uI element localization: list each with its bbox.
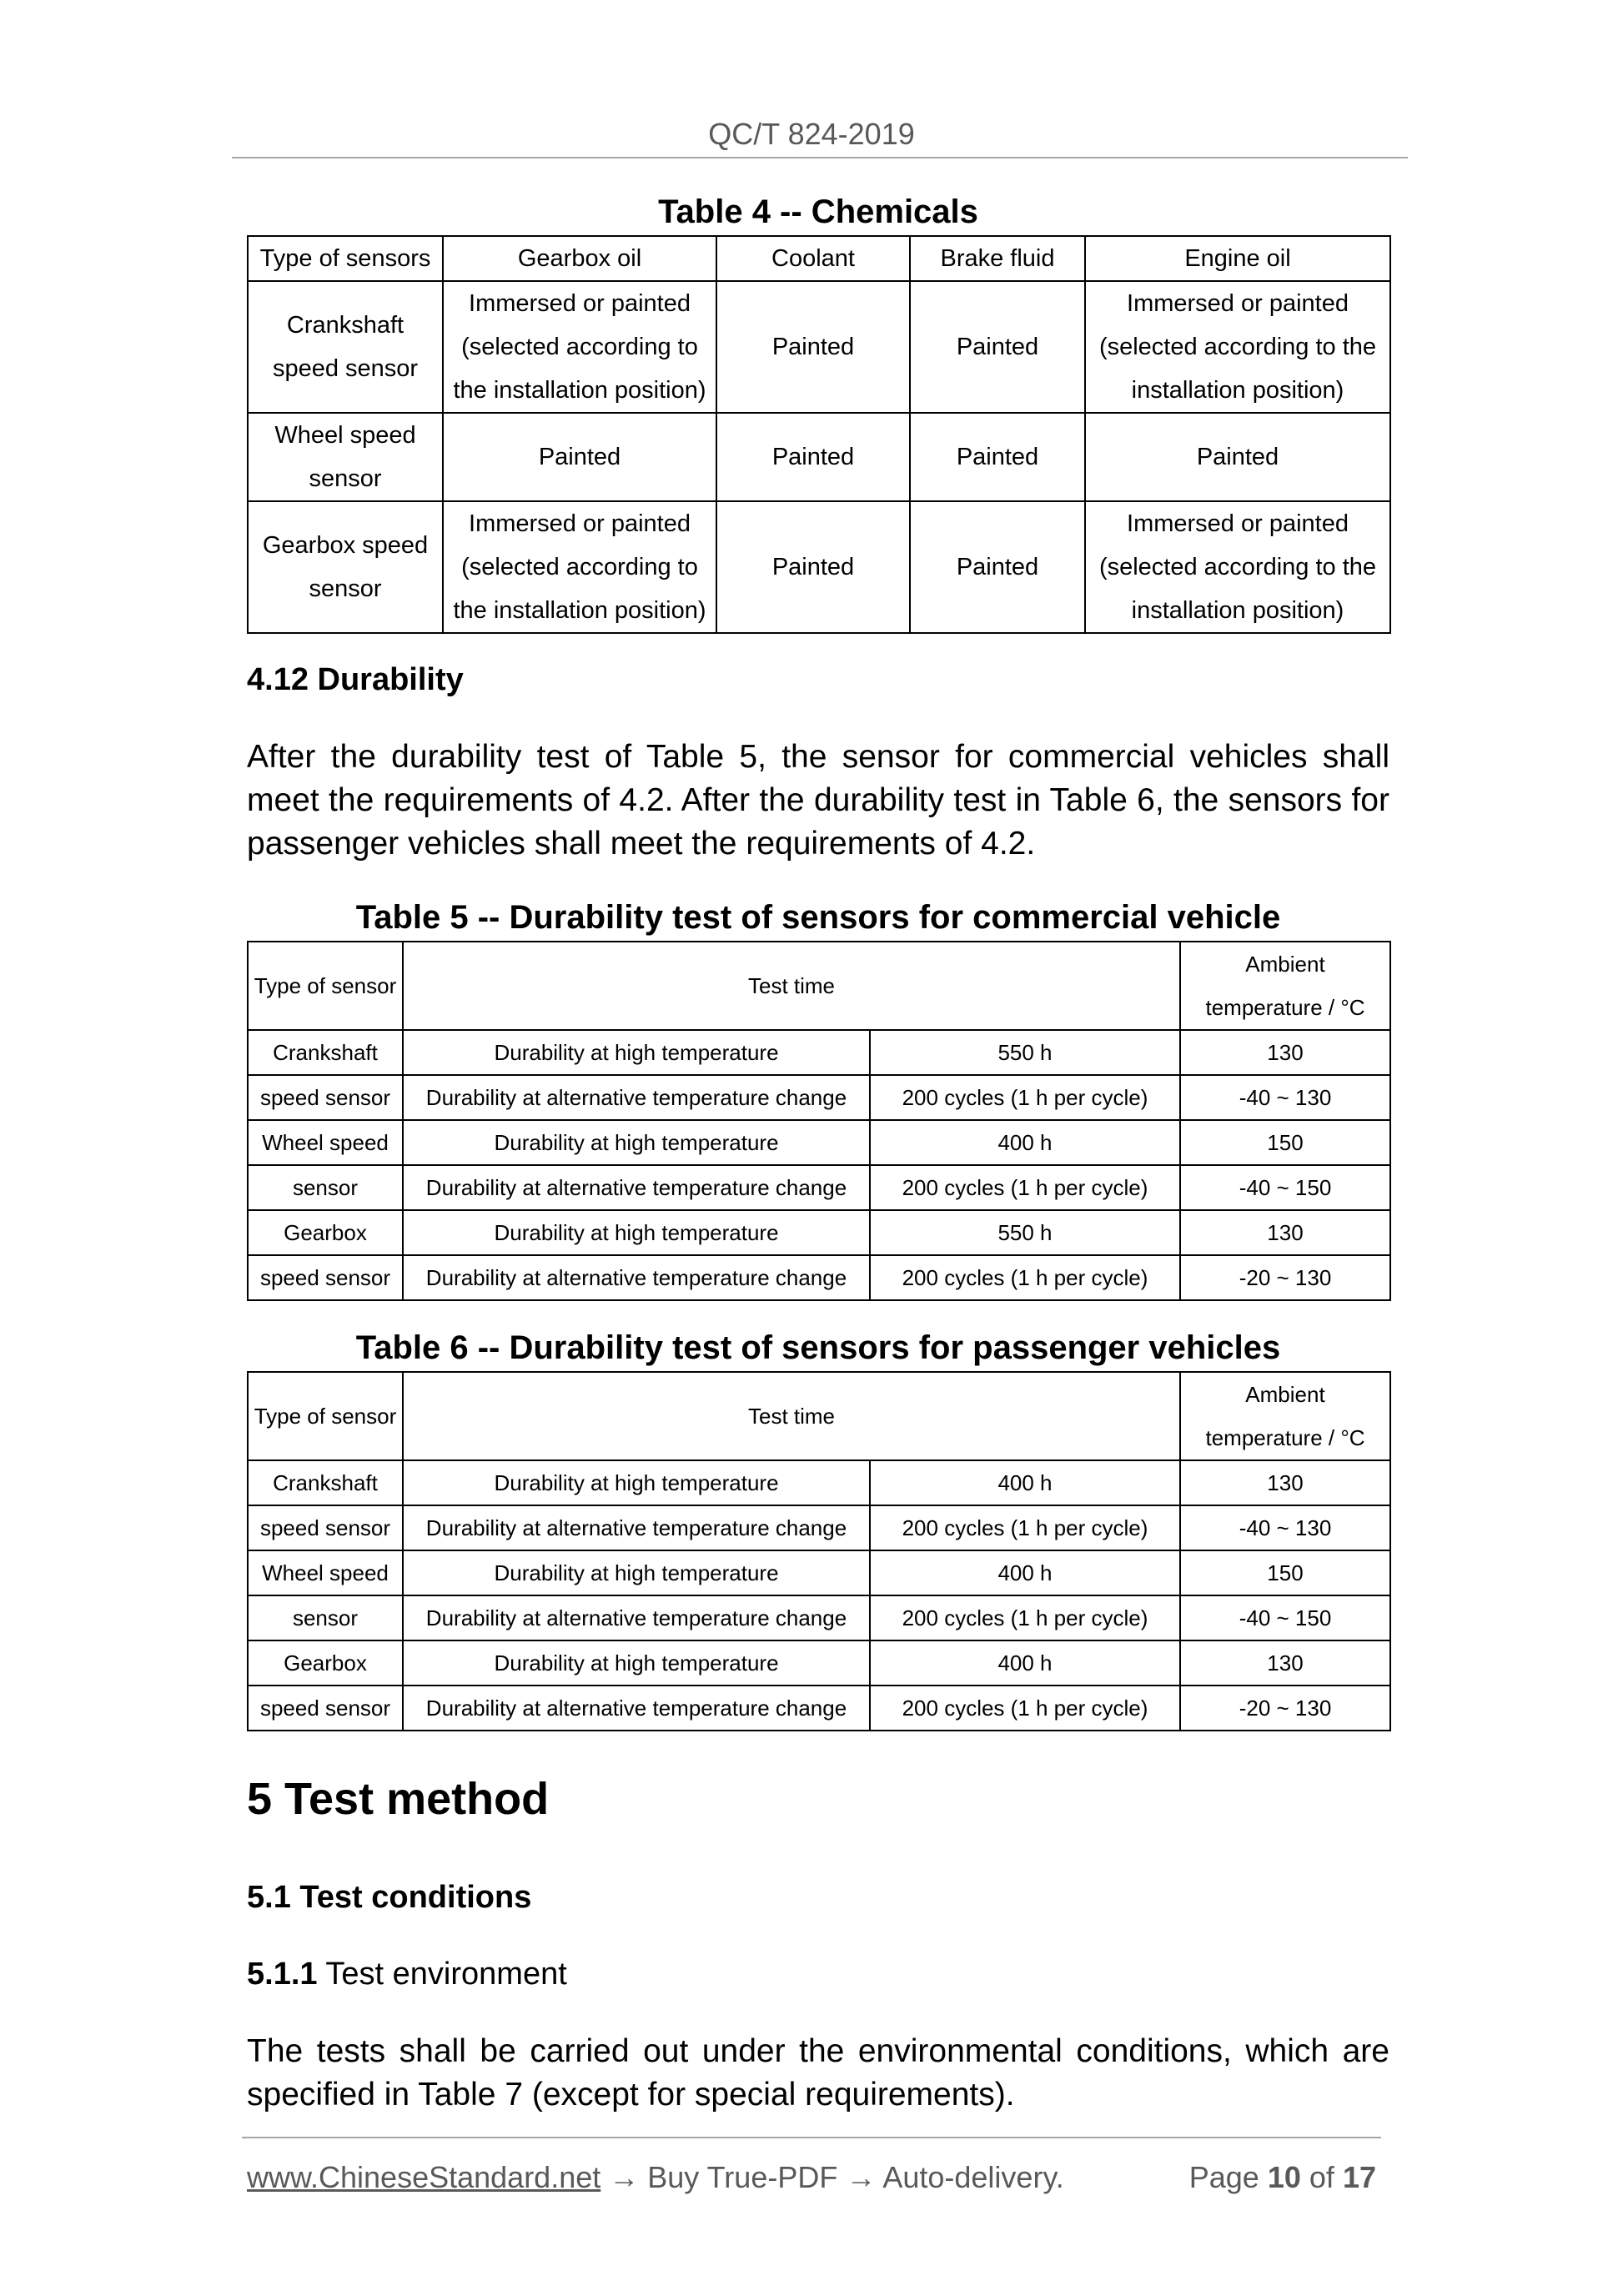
section-heading-5: 5 Test method xyxy=(247,1774,550,1824)
time-cell: 400 h xyxy=(870,1460,1180,1505)
cell-line: (selected according to xyxy=(461,554,698,580)
cell-line: the installation position) xyxy=(453,597,706,624)
time-cell: 200 cycles (1 h per cycle) xyxy=(870,1165,1180,1210)
table-row xyxy=(248,1595,1390,1640)
brake-fluid-cell: Painted xyxy=(910,281,1085,413)
sensor-type-line: Gearbox xyxy=(248,1210,403,1255)
time-cell: 550 h xyxy=(870,1030,1180,1075)
time-cell: 200 cycles (1 h per cycle) xyxy=(870,1505,1180,1550)
test-cell: Durability at alternative temperature change xyxy=(403,1255,870,1300)
sensor-type-cell xyxy=(248,501,443,633)
brake-fluid-cell: Painted xyxy=(910,501,1085,633)
sensor-type-line: sensor xyxy=(248,1165,403,1210)
temp-cell: 130 xyxy=(1180,1640,1390,1686)
header-test-time: Test time xyxy=(403,1372,1180,1460)
table-row xyxy=(248,1255,1390,1300)
temp-cell: -40 ~ 130 xyxy=(1180,1075,1390,1120)
temp-cell: -40 ~ 150 xyxy=(1180,1595,1390,1640)
gearbox-oil-cell: Painted xyxy=(443,413,716,501)
temp-cell: 150 xyxy=(1180,1550,1390,1595)
page-total: 17 xyxy=(1342,2160,1376,2194)
table4-header-cell: Engine oil xyxy=(1085,236,1390,281)
sensor-type-cell xyxy=(248,281,443,413)
table-row xyxy=(248,1120,1390,1165)
time-cell: 400 h xyxy=(870,1120,1180,1165)
sensor-type-line: speed sensor xyxy=(248,1255,403,1300)
table-row xyxy=(248,1686,1390,1731)
sensor-type-cell xyxy=(248,413,443,501)
header-type-of-sensor: Type of sensor xyxy=(248,942,403,1030)
temp-cell: 130 xyxy=(1180,1460,1390,1505)
cell-line: Immersed or painted xyxy=(1127,290,1349,317)
table-row xyxy=(248,1550,1390,1595)
table5-header-row xyxy=(248,942,1390,1030)
time-cell: 200 cycles (1 h per cycle) xyxy=(870,1686,1180,1731)
table4-header-cell: Brake fluid xyxy=(910,236,1085,281)
table4-header-cell: Gearbox oil xyxy=(443,236,716,281)
cell-line: temperature / °C xyxy=(1205,1425,1365,1450)
cell-line: (selected according to the xyxy=(1098,554,1377,580)
header-ambient-temperature xyxy=(1180,1372,1390,1460)
table-row xyxy=(248,501,1390,633)
header-test-time: Test time xyxy=(403,942,1180,1030)
test-cell: Durability at alternative temperature change xyxy=(403,1075,870,1120)
cell-line: sensor xyxy=(309,465,382,492)
table5-title: Table 5 -- Durability test of sensors for commercial vehicle xyxy=(355,899,1281,936)
temp-cell: 150 xyxy=(1180,1120,1390,1165)
temp-cell: -40 ~ 150 xyxy=(1180,1165,1390,1210)
test-cell: Durability at alternative temperature change xyxy=(403,1505,870,1550)
table-row xyxy=(248,1460,1390,1505)
footer xyxy=(247,2160,1376,2195)
table5-commercial-durability xyxy=(247,941,1391,1301)
gearbox-oil-cell xyxy=(443,281,716,413)
cell-line: Immersed or painted xyxy=(469,510,691,537)
sensor-type-line: Gearbox xyxy=(248,1640,403,1686)
gearbox-oil-cell xyxy=(443,501,716,633)
test-cell: Durability at high temperature xyxy=(403,1210,870,1255)
sensor-type-line: Wheel speed xyxy=(248,1550,403,1595)
sensor-type-line: Crankshaft xyxy=(248,1460,403,1505)
cell-line: the installation position) xyxy=(453,377,706,404)
header-divider xyxy=(232,157,1408,158)
page-word: Page xyxy=(1188,2160,1259,2194)
brake-fluid-cell: Painted xyxy=(910,413,1085,501)
cell-line: sensor xyxy=(309,575,382,602)
table-row xyxy=(248,1210,1390,1255)
cell-line: Ambient xyxy=(1245,1382,1325,1407)
cell-line: (selected according to xyxy=(461,334,698,360)
test-cell: Durability at high temperature xyxy=(403,1460,870,1505)
test-cell: Durability at alternative temperature change xyxy=(403,1595,870,1640)
table6-passenger-durability xyxy=(247,1371,1391,1731)
page-number: 10 xyxy=(1267,2160,1301,2194)
cell-line: (selected according to the xyxy=(1098,334,1377,360)
cell-line: installation position) xyxy=(1131,377,1344,404)
header-ambient-temperature xyxy=(1180,942,1390,1030)
sensor-type-line: speed sensor xyxy=(248,1075,403,1120)
table4-header-row xyxy=(248,236,1390,281)
table6-header-row xyxy=(248,1372,1390,1460)
section-heading-5-1: 5.1 Test conditions xyxy=(247,1880,532,1915)
table-row xyxy=(248,1030,1390,1075)
sensor-type-line: speed sensor xyxy=(248,1686,403,1731)
section-heading-4-12: 4.12 Durability xyxy=(247,662,464,697)
time-cell: 200 cycles (1 h per cycle) xyxy=(870,1595,1180,1640)
section-title: Test environment xyxy=(325,1957,567,1992)
footer-divider xyxy=(242,2137,1381,2138)
footer-website-link[interactable]: www.ChineseStandard.net xyxy=(247,2160,601,2194)
table4-header-cell: Coolant xyxy=(716,236,910,281)
cell-line: Immersed or painted xyxy=(1127,510,1349,537)
table4-header-cell: Type of sensors xyxy=(248,236,443,281)
time-cell: 200 cycles (1 h per cycle) xyxy=(870,1075,1180,1120)
footer-tagline: → Buy True-PDF → Auto-delivery. xyxy=(609,2160,1064,2194)
table-row xyxy=(248,1640,1390,1686)
coolant-cell: Painted xyxy=(716,501,910,633)
temp-cell: 130 xyxy=(1180,1030,1390,1075)
of-word: of xyxy=(1309,2160,1334,2194)
table4-title: Table 4 -- Chemicals xyxy=(658,193,978,230)
sensor-type-line: Crankshaft xyxy=(248,1030,403,1075)
test-cell: Durability at alternative temperature change xyxy=(403,1165,870,1210)
time-cell: 400 h xyxy=(870,1640,1180,1686)
header-type-of-sensor: Type of sensor xyxy=(248,1372,403,1460)
coolant-cell: Painted xyxy=(716,281,910,413)
cell-line: temperature / °C xyxy=(1205,995,1365,1020)
time-cell: 400 h xyxy=(870,1550,1180,1595)
cell-line: Crankshaft xyxy=(286,312,404,339)
table-row xyxy=(248,1505,1390,1550)
table-row xyxy=(248,1075,1390,1120)
table-row xyxy=(248,413,1390,501)
test-cell: Durability at high temperature xyxy=(403,1120,870,1165)
table4-chemicals xyxy=(247,235,1391,634)
temp-cell: -20 ~ 130 xyxy=(1180,1686,1390,1731)
table-row xyxy=(248,1165,1390,1210)
coolant-cell: Painted xyxy=(716,413,910,501)
engine-oil-cell xyxy=(1085,281,1390,413)
engine-oil-cell: Painted xyxy=(1085,413,1390,501)
sensor-type-line: Wheel speed xyxy=(248,1120,403,1165)
table-row xyxy=(248,281,1390,413)
page-indicator xyxy=(1189,2160,1376,2195)
temp-cell: 130 xyxy=(1180,1210,1390,1255)
temp-cell: -20 ~ 130 xyxy=(1180,1255,1390,1300)
sensor-type-line: sensor xyxy=(248,1595,403,1640)
cell-line: installation position) xyxy=(1131,597,1344,624)
cell-line: Gearbox speed xyxy=(262,532,429,559)
document-id: QC/T 824-2019 xyxy=(708,117,915,151)
test-cell: Durability at high temperature xyxy=(403,1030,870,1075)
paragraph-durability: After the durability test of Table 5, the sensor for commercial vehicles shall meet the requirements of 4.2. After the durability test in Table 6, the sensors for passenger vehicles shall meet the requirements of 4.2. xyxy=(247,739,1389,862)
temp-cell: -40 ~ 130 xyxy=(1180,1505,1390,1550)
test-cell: Durability at high temperature xyxy=(403,1640,870,1686)
sensor-type-line: speed sensor xyxy=(248,1505,403,1550)
paragraph-test-environment: The tests shall be carried out under the environmental conditions, which are specified in Table 7 (except for special requirements). xyxy=(247,2033,1389,2113)
table6-title: Table 6 -- Durability test of sensors for passenger vehicles xyxy=(355,1329,1281,1366)
test-cell: Durability at alternative temperature change xyxy=(403,1686,870,1731)
test-cell: Durability at high temperature xyxy=(403,1550,870,1595)
cell-line: Ambient xyxy=(1245,952,1325,977)
cell-line: Wheel speed xyxy=(274,422,416,449)
time-cell: 200 cycles (1 h per cycle) xyxy=(870,1255,1180,1300)
engine-oil-cell xyxy=(1085,501,1390,633)
section-heading-5-1-1 xyxy=(247,1957,567,1992)
cell-line: Immersed or painted xyxy=(469,290,691,317)
cell-line: speed sensor xyxy=(272,355,419,382)
time-cell: 550 h xyxy=(870,1210,1180,1255)
section-number: 5.1.1 xyxy=(247,1957,318,1992)
